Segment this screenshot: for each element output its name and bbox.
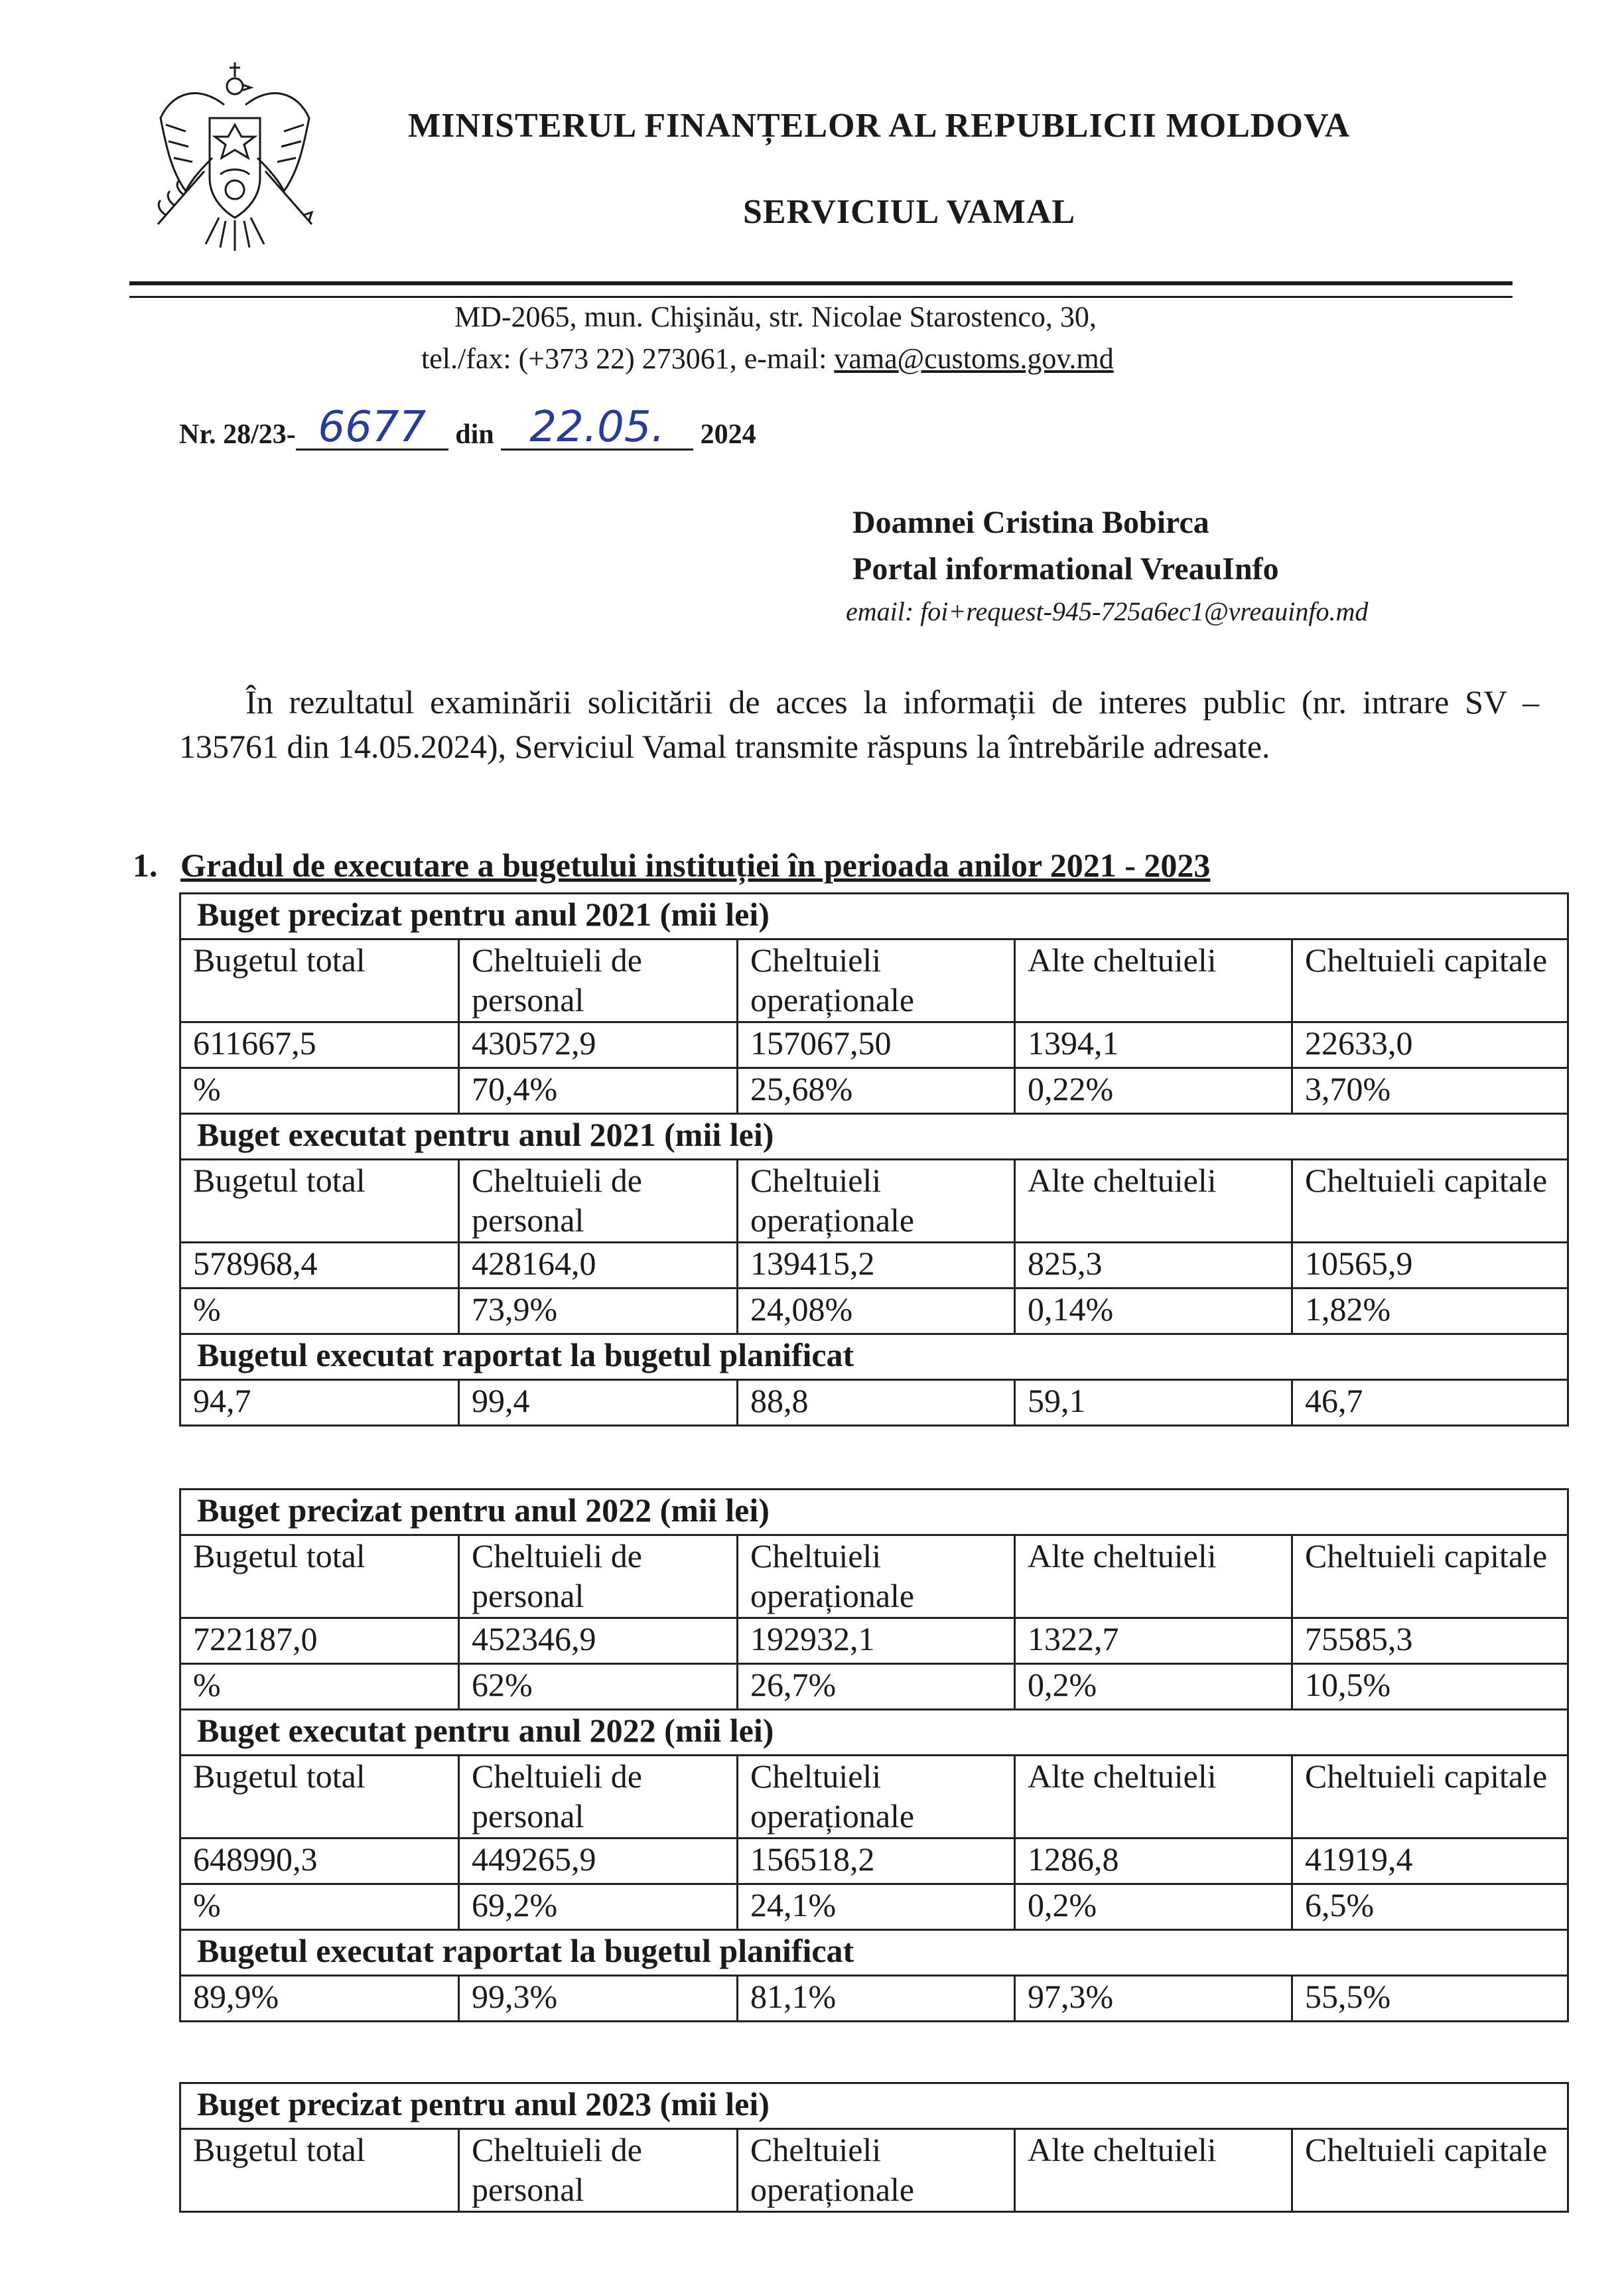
- table-cell: 648990,3: [180, 1839, 459, 1884]
- column-header: Bugetul total: [180, 939, 459, 1022]
- column-header: Cheltuieli de personal: [459, 939, 738, 1022]
- table-cell: 139415,2: [738, 1243, 1015, 1288]
- table-cell: 97,3%: [1015, 1976, 1292, 2022]
- table-cell: 0,2%: [1015, 1664, 1292, 1710]
- column-header: Cheltuieli capitale: [1292, 1756, 1568, 1839]
- table-title: Buget precizat pentru anul 2023 (mii lei): [180, 2083, 1568, 2129]
- contact-phone: tel./fax: (+373 22) 273061, e-mail:: [421, 342, 835, 375]
- header-rule-thin: [129, 296, 1513, 298]
- column-header: Cheltuieli capitale: [1292, 2129, 1568, 2212]
- table-cell: 156518,2: [738, 1839, 1015, 1884]
- table-cell: 10565,9: [1292, 1243, 1568, 1288]
- table-cell: 24,1%: [738, 1884, 1015, 1930]
- table-cell: 22633,0: [1292, 1022, 1568, 1068]
- column-header: Cheltuieli operaționale: [738, 1160, 1015, 1243]
- table-cell: 1286,8: [1015, 1839, 1292, 1884]
- table-cell: 70,4%: [459, 1068, 738, 1114]
- table-cell: 722187,0: [180, 1618, 459, 1664]
- table-cell: 41919,4: [1292, 1839, 1568, 1884]
- reference-number: [179, 403, 756, 452]
- table-cell: %: [180, 1288, 459, 1334]
- table-cell: 46,7: [1292, 1380, 1568, 1426]
- table-cell: 81,1%: [738, 1976, 1015, 2022]
- column-header: Bugetul total: [180, 1756, 459, 1839]
- contact-email-link[interactable]: vama@customs.gov.md: [834, 342, 1114, 375]
- table-cell: 3,70%: [1292, 1068, 1568, 1114]
- table-cell: 452346,9: [459, 1618, 738, 1664]
- column-header: Cheltuieli operaționale: [738, 1756, 1015, 1839]
- table-cell: 24,08%: [738, 1288, 1015, 1334]
- column-header: Alte cheltuieli: [1015, 2129, 1292, 2212]
- table-cell: 428164,0: [459, 1243, 738, 1288]
- table-cell: %: [180, 1068, 459, 1114]
- recipient-org: Portal informational VreauInfo: [852, 551, 1279, 587]
- table-cell: 62%: [459, 1664, 738, 1710]
- moldova-coat-of-arms-icon: [146, 58, 324, 257]
- column-header: Bugetul total: [180, 2129, 459, 2212]
- budget-table-2023: [179, 2082, 1569, 2213]
- table-title: Bugetul executat raportat la bugetul planificat: [180, 1334, 1568, 1380]
- column-header: Cheltuieli de personal: [459, 2129, 738, 2212]
- table-cell: 10,5%: [1292, 1664, 1568, 1710]
- table-cell: 99,4: [459, 1380, 738, 1426]
- column-header: Cheltuieli capitale: [1292, 1160, 1568, 1243]
- column-header: Cheltuieli capitale: [1292, 939, 1568, 1022]
- column-header: Alte cheltuieli: [1015, 939, 1292, 1022]
- column-header: Alte cheltuieli: [1015, 1535, 1292, 1618]
- column-header: Bugetul total: [180, 1535, 459, 1618]
- table-cell: 69,2%: [459, 1884, 738, 1930]
- column-header: Alte cheltuieli: [1015, 1756, 1292, 1839]
- table-cell: 825,3: [1015, 1243, 1292, 1288]
- table-cell: 157067,50: [738, 1022, 1015, 1068]
- budget-table-2022: [179, 1488, 1569, 2022]
- column-header: Cheltuieli operaționale: [738, 2129, 1015, 2212]
- intro-paragraph: În rezultatul examinării solicitării de acces la informații de interes public (nr. intrare SV – 135761 din 14.05.2024), Serviciul Vamal transmite răspuns la întrebările adresate.: [179, 683, 1539, 765]
- ministry-title: MINISTERUL FINANȚELOR AL REPUBLICII MOLDOVA: [408, 107, 1351, 145]
- table-cell: 578968,4: [180, 1243, 459, 1288]
- column-header: Alte cheltuieli: [1015, 1160, 1292, 1243]
- table-cell: %: [180, 1664, 459, 1710]
- table-title: Buget precizat pentru anul 2021 (mii lei): [180, 894, 1568, 939]
- table-cell: 449265,9: [459, 1839, 738, 1884]
- table-cell: 0,22%: [1015, 1068, 1292, 1114]
- table-cell: 99,3%: [459, 1976, 738, 2022]
- table-cell: 192932,1: [738, 1618, 1015, 1664]
- table-cell: 26,7%: [738, 1664, 1015, 1710]
- table-cell: 88,8: [738, 1380, 1015, 1426]
- section-number: 1.: [133, 847, 158, 884]
- table-title: Buget executat pentru anul 2021 (mii lei): [180, 1114, 1568, 1160]
- table-title: Buget executat pentru anul 2022 (mii lei): [180, 1710, 1568, 1756]
- header-rule-thick: [129, 281, 1513, 285]
- section-title: Gradul de executare a bugetului instituției în perioada anilor 2021 - 2023: [180, 847, 1211, 884]
- table-cell: 94,7: [180, 1380, 459, 1426]
- column-header: Cheltuieli capitale: [1292, 1535, 1568, 1618]
- column-header: Bugetul total: [180, 1160, 459, 1243]
- column-header: Cheltuieli de personal: [459, 1756, 738, 1839]
- column-header: Cheltuieli operaționale: [738, 1535, 1015, 1618]
- table-cell: 1394,1: [1015, 1022, 1292, 1068]
- section-heading: [133, 846, 1210, 884]
- table-title: Bugetul executat raportat la bugetul planificat: [180, 1930, 1568, 1976]
- reference-prefix: Nr. 28/23-: [179, 419, 296, 450]
- service-title: SERVICIUL VAMAL: [743, 193, 1076, 231]
- table-cell: 55,5%: [1292, 1976, 1568, 2022]
- table-cell: 0,14%: [1015, 1288, 1292, 1334]
- table-cell: 1,82%: [1292, 1288, 1568, 1334]
- recipient-name: Doamnei Cristina Bobirca: [852, 505, 1209, 540]
- table-cell: 73,9%: [459, 1288, 738, 1334]
- column-header: Cheltuieli operaționale: [738, 939, 1015, 1022]
- address-line: MD-2065, mun. Chişinău, str. Nicolae Starostenco, 30,: [454, 301, 1097, 333]
- table-cell: 75585,3: [1292, 1618, 1568, 1664]
- column-header: Cheltuieli de personal: [459, 1160, 738, 1243]
- handwritten-number: 6677: [296, 406, 448, 451]
- table-cell: 89,9%: [180, 1976, 459, 2022]
- budget-table-2021: [179, 892, 1569, 1426]
- table-cell: %: [180, 1884, 459, 1930]
- table-cell: 6,5%: [1292, 1884, 1568, 1930]
- table-cell: 59,1: [1015, 1380, 1292, 1426]
- table-title: Buget precizat pentru anul 2022 (mii lei): [180, 1490, 1568, 1535]
- table-cell: 611667,5: [180, 1022, 459, 1068]
- reference-din: din: [455, 419, 494, 450]
- table-cell: 1322,7: [1015, 1618, 1292, 1664]
- table-cell: 25,68%: [738, 1068, 1015, 1114]
- column-header: Cheltuieli de personal: [459, 1535, 738, 1618]
- handwritten-date: 22.05.: [501, 406, 693, 451]
- contact-line: [421, 342, 1114, 376]
- reference-year: 2024: [700, 419, 756, 450]
- table-cell: 430572,9: [459, 1022, 738, 1068]
- recipient-email: email: foi+request-945-725a6ec1@vreauinfo.md: [846, 596, 1369, 626]
- table-cell: 0,2%: [1015, 1884, 1292, 1930]
